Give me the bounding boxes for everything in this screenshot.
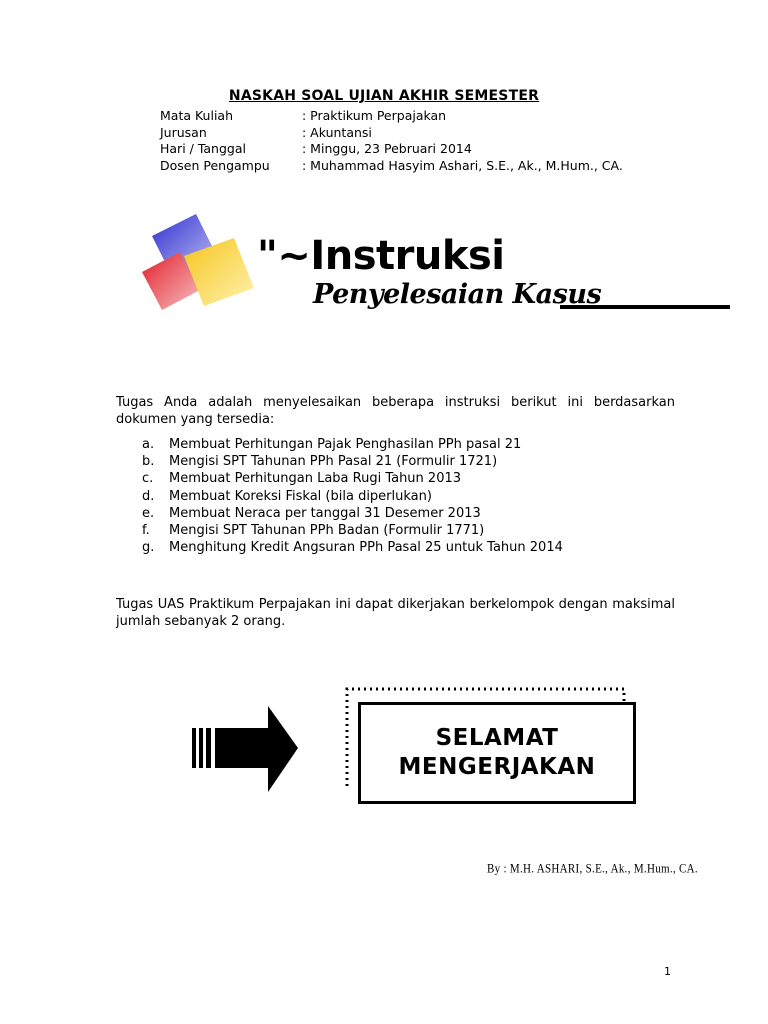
list-marker: e. bbox=[142, 505, 155, 521]
list-marker: b. bbox=[142, 454, 155, 470]
info-row-date bbox=[160, 141, 623, 158]
info-label: Mata Kuliah bbox=[160, 108, 234, 123]
list-item bbox=[142, 522, 563, 539]
group-note-paragraph: Tugas UAS Praktikum Perpajakan ini dapat dikerjakan berkelompok dengan maksimal jumlah sebanyak 2 orang. bbox=[116, 597, 675, 629]
list-item bbox=[142, 539, 563, 556]
info-value: : Akuntansi bbox=[302, 124, 372, 140]
author-byline: By : M.H. ASHARI, S.E., Ak., M.Hum., CA. bbox=[487, 862, 698, 876]
intro-paragraph: Tugas Anda adalah menyelesaikan beberapa instruksi berikut ini berdasarkan dokumen yang tersedia: bbox=[116, 395, 675, 427]
list-item-text: Mengisi SPT Tahunan PPh Pasal 21 (Formulir 1721) bbox=[169, 454, 498, 470]
info-value: : Praktikum Perpajakan bbox=[302, 108, 447, 123]
info-value: : Muhammad Hasyim Ashari, S.E., Ak., M.Hum., CA. bbox=[302, 157, 623, 173]
instruction-subheading: Penyelesaian Kasus bbox=[313, 279, 602, 310]
list-item-text: Menghitung Kredit Angsuran PPh Pasal 25 untuk Tahun 2014 bbox=[169, 540, 563, 556]
closing-message-box bbox=[358, 702, 636, 804]
list-item bbox=[142, 470, 563, 487]
list-marker: c. bbox=[142, 471, 154, 487]
list-item bbox=[142, 453, 563, 470]
info-row-department bbox=[160, 125, 623, 142]
list-item-text: Mengisi SPT Tahunan PPh Badan (Formulir 1771) bbox=[169, 523, 485, 539]
list-item bbox=[142, 505, 563, 522]
info-row-lecturer bbox=[160, 158, 623, 175]
list-marker: a. bbox=[142, 437, 155, 452]
list-marker: g. bbox=[142, 540, 155, 556]
list-item-text: Membuat Perhitungan Pajak Penghasilan PPh pasal 21 bbox=[169, 437, 522, 452]
list-item bbox=[142, 436, 563, 453]
page-number: 1 bbox=[664, 965, 671, 978]
info-row-course bbox=[160, 108, 623, 125]
closing-line-1: SELAMAT bbox=[435, 725, 559, 751]
closing-line-2: MENGERJAKAN bbox=[398, 754, 596, 780]
list-item-text: Membuat Koreksi Fiskal (bila diperlukan) bbox=[169, 488, 432, 504]
info-label: Jurusan bbox=[160, 124, 207, 140]
right-arrow-icon bbox=[190, 700, 305, 798]
info-label: Dosen Pengampu bbox=[160, 157, 270, 173]
list-item-text: Membuat Neraca per tanggal 31 Desemer 2013 bbox=[169, 505, 481, 521]
info-value: : Minggu, 23 Pebruari 2014 bbox=[302, 141, 472, 156]
task-list bbox=[142, 436, 563, 556]
instruction-heading: "~Instruksi bbox=[257, 233, 505, 279]
list-marker: d. bbox=[142, 488, 155, 504]
document-title: NASKAH SOAL UJIAN AKHIR SEMESTER bbox=[228, 88, 540, 104]
list-item bbox=[142, 488, 563, 505]
list-marker: f. bbox=[142, 523, 150, 539]
info-label: Hari / Tanggal bbox=[160, 141, 246, 156]
exam-info bbox=[160, 108, 623, 174]
list-item-text: Membuat Perhitungan Laba Rugi Tahun 2013 bbox=[169, 471, 462, 487]
